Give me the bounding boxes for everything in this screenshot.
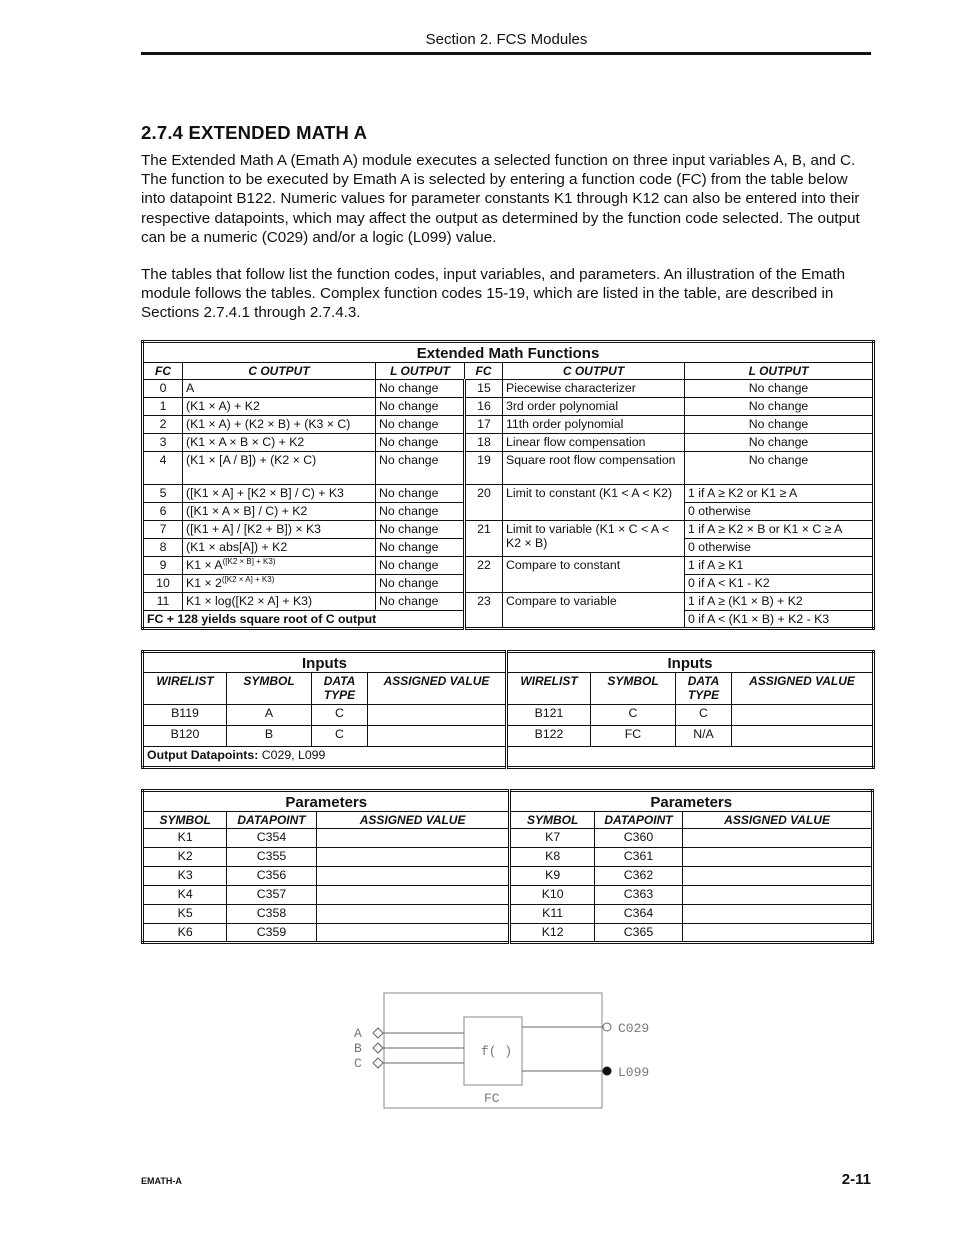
- inputs-table: [141, 650, 875, 769]
- footnote-cell: FC + 128 yields square root of C output: [143, 611, 465, 629]
- c-output-cell: Square root flow compensation: [503, 452, 685, 485]
- fc-cell: 23: [465, 593, 503, 629]
- c-output-text: ([K1 × A × B] / C) + K2: [186, 504, 308, 518]
- assigned-value-cell[interactable]: [316, 867, 510, 886]
- fc-cell: 3: [143, 434, 183, 452]
- l-output-cell: No change: [376, 434, 465, 452]
- fc-cell: 16: [465, 398, 503, 416]
- symbol-cell: K11: [510, 905, 594, 924]
- fc-cell: 7: [143, 521, 183, 539]
- assigned-value-cell[interactable]: [368, 726, 507, 747]
- datapoint-cell: C359: [227, 924, 316, 943]
- l-output-cell: 0 otherwise: [685, 539, 874, 557]
- assigned-value-cell[interactable]: [683, 905, 873, 924]
- numeric-output-icon: [603, 1023, 611, 1031]
- l-output-cell: No change: [685, 434, 874, 452]
- logic-output-icon: [603, 1067, 612, 1076]
- l-output-cell: 0 if A < (K1 × B) + K2 - K3: [685, 611, 874, 629]
- input-c-diamond: [373, 1058, 383, 1068]
- table-row: [143, 452, 874, 485]
- fc-cell: 20: [465, 485, 503, 521]
- l-output-cell: 1 if A ≥ K1: [685, 557, 874, 575]
- wirelist-cell: B121: [507, 705, 591, 726]
- c-output-cell: Limit to variable (K1 × C < A < K2 × B): [503, 521, 685, 557]
- l-output-cell: No change: [376, 380, 465, 398]
- c-output-cell: [183, 434, 376, 452]
- fc-cell: 9: [143, 557, 183, 575]
- c-output-cell: [183, 593, 376, 611]
- assigned-value-cell[interactable]: [316, 848, 510, 867]
- l-output-cell: No change: [376, 557, 465, 575]
- numeric-output-label: C029: [618, 1021, 650, 1036]
- function-label: f( ): [481, 1044, 513, 1059]
- table-row: [143, 905, 873, 924]
- symbol-cell: K8: [510, 848, 594, 867]
- assigned-value-cell[interactable]: [316, 905, 510, 924]
- c-output-cell: Piecewise characterizer: [503, 380, 685, 398]
- l-output-cell: No change: [685, 398, 874, 416]
- col-l-output: L OUTPUT: [685, 363, 874, 380]
- l-output-cell: No change: [376, 416, 465, 434]
- table-row: [143, 521, 874, 539]
- col-symbol: SYMBOL: [591, 673, 676, 705]
- col-l-output: L OUTPUT: [376, 363, 465, 380]
- symbol-cell: K12: [510, 924, 594, 943]
- table-row: [143, 398, 874, 416]
- c-output-cell: Linear flow compensation: [503, 434, 685, 452]
- c-output-cell: [183, 380, 376, 398]
- fc-cell: 22: [465, 557, 503, 593]
- c-output-cell: Compare to constant: [503, 557, 685, 593]
- symbol-cell: K1: [143, 829, 227, 848]
- datapoint-cell: C361: [594, 848, 682, 867]
- header-rule: [141, 52, 871, 55]
- col-datapoint: DATAPOINT: [227, 812, 316, 829]
- footer-module-name: EMATH-A: [141, 1176, 182, 1186]
- symbol-cell: FC: [591, 726, 676, 747]
- table-row: [143, 829, 873, 848]
- parameters-caption: Parameters: [143, 791, 510, 812]
- fc-cell: 5: [143, 485, 183, 503]
- data-type-cell: N/A: [676, 726, 732, 747]
- symbol-cell: B: [227, 726, 312, 747]
- assigned-value-cell[interactable]: [732, 726, 874, 747]
- l-output-cell: No change: [376, 398, 465, 416]
- data-type-cell: C: [676, 705, 732, 726]
- input-b-diamond: [373, 1043, 383, 1053]
- fc-cell: 0: [143, 380, 183, 398]
- symbol-cell: K3: [143, 867, 227, 886]
- table-row: [143, 726, 874, 747]
- logic-output-label: L099: [618, 1065, 650, 1080]
- c-output-cell: [183, 398, 376, 416]
- symbol-cell: A: [227, 705, 312, 726]
- symbol-cell: K9: [510, 867, 594, 886]
- fc-cell: 11: [143, 593, 183, 611]
- assigned-value-cell[interactable]: [316, 924, 510, 943]
- output-datapoints-label: Output Datapoints:: [147, 748, 259, 762]
- section-title: 2.7.4 EXTENDED MATH A: [141, 122, 368, 143]
- col-assigned-value: ASSIGNED VALUE: [683, 812, 873, 829]
- c-output-text: ([K1 × A] + [K2 × B] / C) + K3: [186, 486, 344, 500]
- fc-cell: 18: [465, 434, 503, 452]
- table-row: [143, 848, 873, 867]
- symbol-cell: K7: [510, 829, 594, 848]
- data-type-cell: C: [312, 705, 368, 726]
- table-row: [143, 867, 873, 886]
- fc-cell: 1: [143, 398, 183, 416]
- symbol-cell: K6: [143, 924, 227, 943]
- c-output-cell: Limit to constant (K1 < A < K2): [503, 485, 685, 521]
- l-output-cell: No change: [685, 416, 874, 434]
- c-output-text: A: [186, 381, 195, 395]
- parameters-table: [141, 789, 874, 944]
- intro-paragraph: The Extended Math A (Emath A) module executes a selected function on three input variables A, B, and C. The function to be executed by Emath A is selected by entering a function code (FC) from the table below into datapoint B122. Numeric values for parameter constants K1 through K12 can also be entered into their respective datapoints, which may affect the output as determined by the function code selected. The output can be a numeric (C029) and/or a logic (L099) value.: [141, 152, 860, 246]
- symbol-cell: K2: [143, 848, 227, 867]
- inputs-caption: Inputs: [507, 652, 874, 673]
- assigned-value-cell[interactable]: [683, 867, 873, 886]
- c-output-cell: [183, 575, 376, 593]
- c-output-text: (K1 × A × B × C) + K2: [186, 435, 305, 449]
- l-output-cell: No change: [376, 521, 465, 539]
- assigned-value-cell[interactable]: [683, 848, 873, 867]
- l-output-cell: No change: [376, 503, 465, 521]
- input-a-diamond: [373, 1028, 383, 1038]
- wirelist-cell: B119: [143, 705, 227, 726]
- c-output-cell: [183, 452, 376, 485]
- l-output-cell: No change: [685, 452, 874, 485]
- table-row: [143, 557, 874, 575]
- datapoint-cell: C365: [594, 924, 682, 943]
- col-symbol: SYMBOL: [510, 812, 594, 829]
- table-row: [143, 434, 874, 452]
- fc-label: FC: [484, 1091, 500, 1106]
- table-row: [143, 886, 873, 905]
- assigned-value-cell[interactable]: [316, 886, 510, 905]
- fc-cell: 19: [465, 452, 503, 485]
- l-output-cell: 1 if A ≥ K2 or K1 ≥ A: [685, 485, 874, 503]
- output-datapoints-value: C029, L099: [261, 748, 326, 762]
- symbol-cell: K10: [510, 886, 594, 905]
- table-row: [143, 416, 874, 434]
- assigned-value-cell[interactable]: [316, 829, 510, 848]
- c-output-text: (K1 × A) + K2: [186, 399, 260, 413]
- datapoint-cell: C362: [594, 867, 682, 886]
- c-output-text: ([K1 + A] / [K2 + B]) × K3: [186, 522, 321, 536]
- c-output-cell: [183, 521, 376, 539]
- symbol-cell: C: [591, 705, 676, 726]
- c-output-cell: 11th order polynomial: [503, 416, 685, 434]
- extended-math-functions-table: [141, 340, 875, 630]
- l-output-cell: 0 if A < K1 - K2: [685, 575, 874, 593]
- table-row: [143, 705, 874, 726]
- assigned-value-cell[interactable]: [683, 829, 873, 848]
- table-row: [143, 593, 874, 611]
- col-fc: FC: [465, 363, 503, 380]
- table-row: [143, 485, 874, 503]
- l-output-cell: No change: [376, 539, 465, 557]
- col-wirelist: WIRELIST: [143, 673, 227, 705]
- c-output-text: K1 × A: [186, 558, 223, 572]
- datapoint-cell: C363: [594, 886, 682, 905]
- fc-cell: 8: [143, 539, 183, 557]
- l-output-cell: No change: [685, 380, 874, 398]
- emath-module-diagram: [340, 985, 660, 1120]
- parameters-caption: Parameters: [510, 791, 873, 812]
- col-fc: FC: [143, 363, 183, 380]
- l-output-cell: No change: [376, 593, 465, 611]
- l-output-cell: No change: [376, 485, 465, 503]
- assigned-value-cell[interactable]: [683, 886, 873, 905]
- input-b-label: B: [354, 1041, 362, 1056]
- assigned-value-cell[interactable]: [368, 705, 507, 726]
- data-type-cell: C: [312, 726, 368, 747]
- fc-cell: 10: [143, 575, 183, 593]
- datapoint-cell: C364: [594, 905, 682, 924]
- c-output-cell: [183, 485, 376, 503]
- c-output-cell: [183, 416, 376, 434]
- col-symbol: SYMBOL: [143, 812, 227, 829]
- c-output-text: K1 × log([K2 × A] + K3): [186, 594, 313, 608]
- col-c-output: C OUTPUT: [503, 363, 685, 380]
- datapoint-cell: C356: [227, 867, 316, 886]
- fc-cell: 6: [143, 503, 183, 521]
- c-output-cell: [183, 539, 376, 557]
- exponent-text: ([K2 × B] + K3): [222, 557, 276, 566]
- l-output-cell: No change: [376, 452, 465, 485]
- c-output-text: (K1 × abs[A]) + K2: [186, 540, 288, 554]
- output-datapoints: [143, 747, 507, 768]
- exponent-text: ([K2 × A] + K3): [221, 575, 275, 584]
- l-output-cell: No change: [376, 575, 465, 593]
- fc-cell: 21: [465, 521, 503, 557]
- l-output-cell: 0 otherwise: [685, 503, 874, 521]
- c-output-cell: [183, 503, 376, 521]
- symbol-cell: K4: [143, 886, 227, 905]
- col-wirelist: WIRELIST: [507, 673, 591, 705]
- l-output-cell: 1 if A ≥ (K1 × B) + K2: [685, 593, 874, 611]
- c-output-text: (K1 × [A / B]) + (K2 × C): [186, 453, 317, 467]
- datapoint-cell: C360: [594, 829, 682, 848]
- col-symbol: SYMBOL: [227, 673, 312, 705]
- c-output-text: K1 × 2: [186, 576, 222, 590]
- col-data-type: DATA TYPE: [312, 673, 368, 705]
- empty-cell: [507, 747, 874, 768]
- input-c-label: C: [354, 1056, 362, 1071]
- c-output-cell: 3rd order polynomial: [503, 398, 685, 416]
- symbol-cell: K5: [143, 905, 227, 924]
- col-assigned-value: ASSIGNED VALUE: [732, 673, 874, 705]
- assigned-value-cell[interactable]: [732, 705, 874, 726]
- datapoint-cell: C357: [227, 886, 316, 905]
- col-assigned-value: ASSIGNED VALUE: [368, 673, 507, 705]
- wirelist-cell: B122: [507, 726, 591, 747]
- l-output-cell: 1 if A ≥ K2 × B or K1 × C ≥ A: [685, 521, 874, 539]
- col-datapoint: DATAPOINT: [594, 812, 682, 829]
- col-data-type: DATA TYPE: [676, 673, 732, 705]
- tables-paragraph: The tables that follow list the function codes, input variables, and parameters. An illustration of the Emath module follows the tables. Complex function codes 15-19, which are listed in the table, are described in Sections 2.7.4.1 through 2.7.4.3.: [141, 266, 846, 322]
- inputs-caption: Inputs: [143, 652, 507, 673]
- fc-cell: 17: [465, 416, 503, 434]
- col-assigned-value: ASSIGNED VALUE: [316, 812, 510, 829]
- col-c-output: C OUTPUT: [183, 363, 376, 380]
- datapoint-cell: C355: [227, 848, 316, 867]
- functions-caption: Extended Math Functions: [143, 342, 874, 363]
- fc-cell: 2: [143, 416, 183, 434]
- fc-cell: 4: [143, 452, 183, 485]
- page-number: 2-11: [841, 1171, 871, 1188]
- wirelist-cell: B120: [143, 726, 227, 747]
- c-output-text: (K1 × A) + (K2 × B) + (K3 × C): [186, 417, 351, 431]
- table-row: [143, 924, 873, 943]
- table-row: [143, 380, 874, 398]
- assigned-value-cell[interactable]: [683, 924, 873, 943]
- datapoint-cell: C354: [227, 829, 316, 848]
- c-output-cell: [183, 557, 376, 575]
- input-a-label: A: [354, 1026, 362, 1041]
- page-header: Section 2. FCS Modules: [425, 31, 588, 48]
- datapoint-cell: C358: [227, 905, 316, 924]
- fc-cell: 15: [465, 380, 503, 398]
- c-output-cell: Compare to variable: [503, 593, 685, 629]
